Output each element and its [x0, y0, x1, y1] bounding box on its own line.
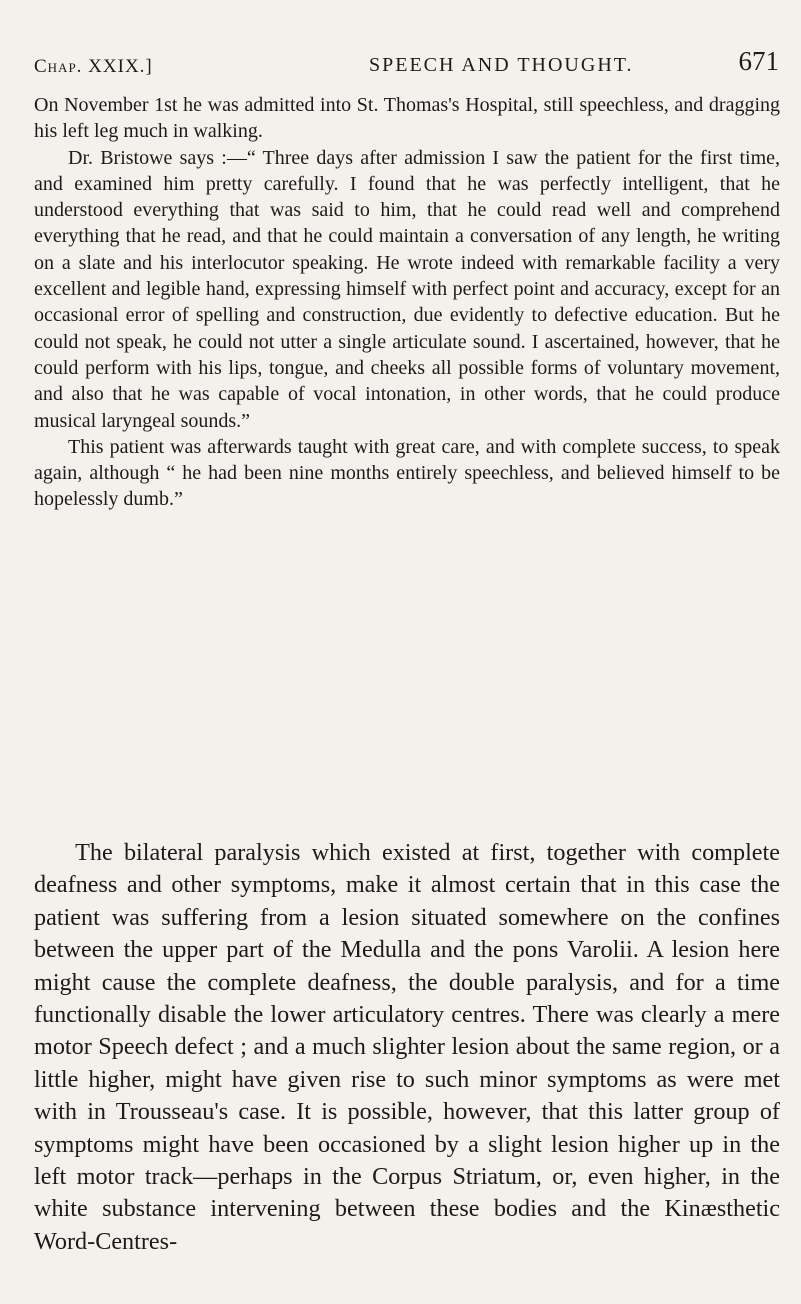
main-text — [34, 837, 780, 1258]
paragraph-outcome: This patient was afterwards taught with great care, and with complete success, to speak again, although “ he had been nine months entirely speechless, and believed himself to be hopelessly dumb.” — [34, 435, 780, 511]
running-head — [34, 48, 779, 80]
section-title: SPEECH AND THOUGHT. — [369, 54, 634, 76]
page-number: 671 — [738, 46, 779, 76]
paragraph-bristowe-quote: Dr. Bristowe says :—“ Three days after admission I saw the patient for the first time, and examined him pretty carefully. I found that he was perfectly intelligent, that he understood everything that was said to him, that he could read well and comprehend everything that he read, and that he could maintain a conversation of any length, he writing on a slate and his interlocutor speaking. He wrote indeed with remarkable facility a very excellent and legible hand, expressing himself with perfect point and accuracy, except for an occasional error of spelling and construction, due evidently to defective education. But he could not speak, he could not utter a single articulate sound. I ascertained, however, that he could perform with his lips, tongue, and cheeks all possible forms of voluntary movement, and also that he was capable of vocal intonation, in other words, that he could produce musical laryngeal sounds.” — [34, 146, 780, 432]
paragraph-analysis: The bilateral paralysis which existed at first, together with complete deafness and other symptoms, make it almost certain that in this case the patient was suffering from a lesion situated somewhere on the confines between the upper part of the Medulla and the pons Varolii. A lesion here might cause the complete deafness, the double paralysis, and for a time functionally disable the lower articulatory centres. There was clearly a mere motor Speech defect ; and a much slighter lesion about the same region, or a little higher, might have given rise to such minor symptoms as were met with in Trousseau's case. It is possible, however, that this latter group of symptoms might have been occasioned by a slight lesion higher up in the left motor track—perhaps in the Corpus Striatum, or, even higher, in the white substance intervening between these bodies and the Kinæsthetic Word-Centres- — [34, 839, 780, 1255]
paragraph-admission: On November 1st he was admitted into St. Thomas's Hospital, still speechless, and dragging his left leg much in walking. — [34, 94, 780, 143]
chapter-label: Chap. XXIX.] — [34, 56, 153, 77]
quoted-case-text — [34, 92, 780, 513]
